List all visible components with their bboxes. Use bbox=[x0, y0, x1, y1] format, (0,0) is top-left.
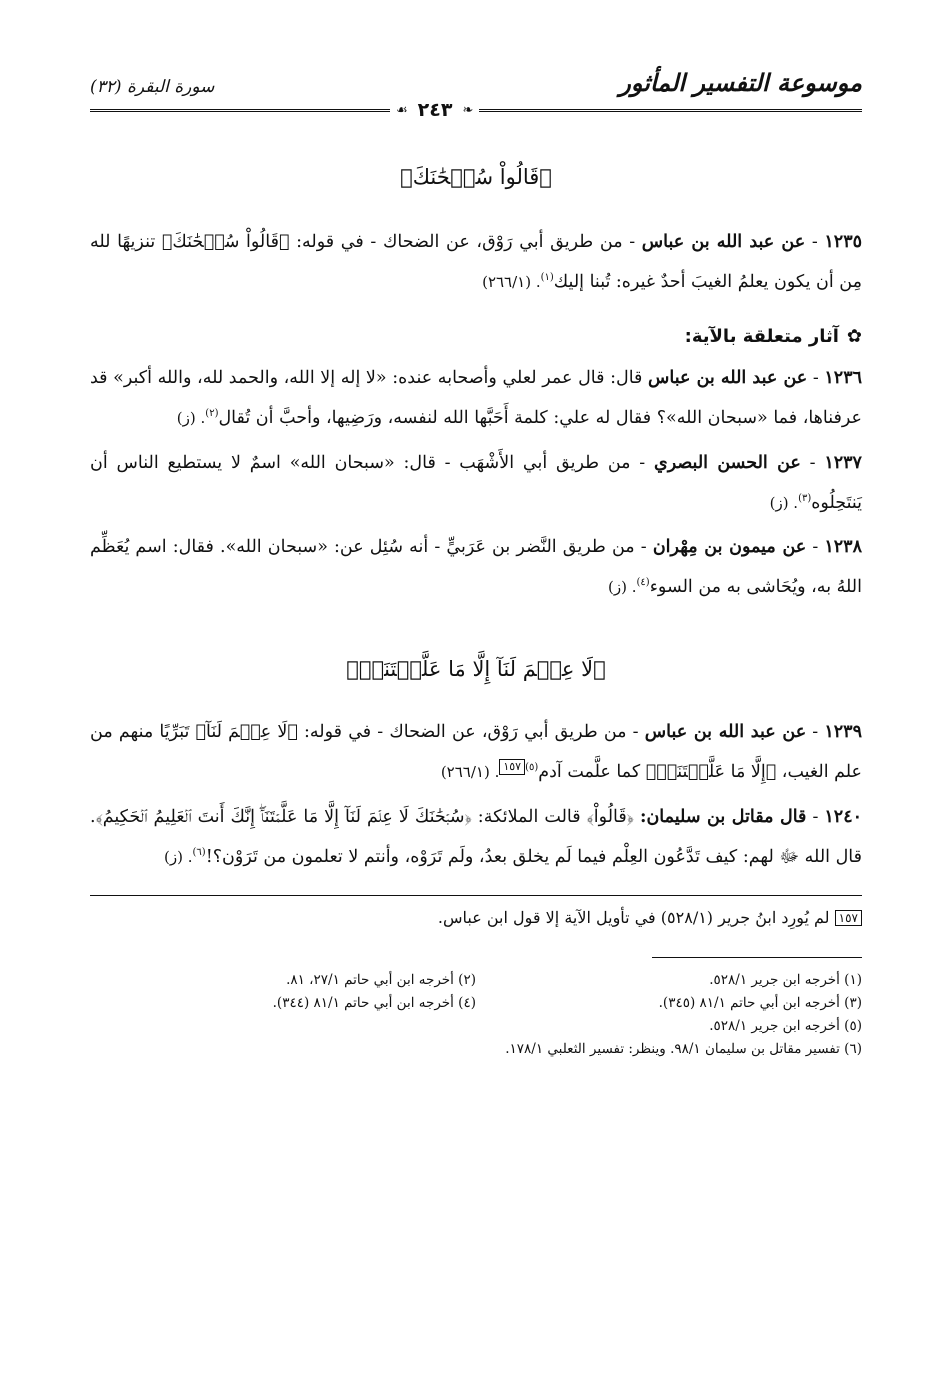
book-title: موسوعة التفسير المأثور bbox=[619, 68, 862, 97]
reference: . (ز) bbox=[176, 408, 206, 427]
footnote-4: (٤) أخرجه ابن أبي حاتم ٨١/١ (٣٤٤). bbox=[272, 994, 476, 1011]
surah-label: سورة البقرة (٣٢) bbox=[90, 77, 215, 97]
narration-text: - من طريق أبي الأَشْهَب - قال: «سبحان الله» اسمٌ لا يستطيع الناس أن يَنتَحِلُوه bbox=[90, 452, 862, 513]
narration-1239: ١٢٣٩ - عن عبد الله بن عباس - من طريق أبي رَوْق، عن الضحاك - في قوله: ﴿لَا عِلۡمَ لَنَآ﴾ تَبَرِّيًا منهم من علم الغيب، ﴿إِلَّا مَا عَلَّمۡتَنَآۖ﴾ كما علَّمت آدم$^{(٥)}$١٥٧. (٢٦٦/١) bbox=[90, 722, 862, 783]
reference: . (٢٦٦/١) bbox=[440, 763, 500, 782]
narrator: قال مقاتل بن سليمان: bbox=[639, 807, 807, 828]
reference: . (٢٦٦/١) bbox=[482, 272, 541, 291]
narration-1236: ١٢٣٦ - عن عبد الله بن عباس قال: قال عمر لعلي وأصحابه عنده: «لا إله إلا الله، والحمد لله، والله أكبر» قد عرفناها، فما «سبحان الله»؟ فقال له علي: كلمة أَحَبَّها الله لنفسه، ورَضِيها، وأحبَّ أن تُقال$^{(٢)}$. (ز) bbox=[90, 367, 862, 428]
narration-number: ١٢٣٩ bbox=[824, 722, 862, 743]
narration-number: ١٢٣٨ bbox=[824, 537, 862, 558]
editor-note bbox=[90, 895, 862, 927]
narration-1237: ١٢٣٧ - عن الحسن البصري - من طريق أبي الأَشْهَب - قال: «سبحان الله» اسمٌ لا يستطيع الناس أن يَنتَحِلُوه$^{(٣)}$. (ز) bbox=[90, 452, 862, 513]
header-rule-right bbox=[479, 109, 862, 112]
editor-note-number: ١٥٧ bbox=[835, 910, 862, 926]
narrator: عن عبد الله بن عباس bbox=[648, 367, 808, 388]
narration-number: ١٢٤٠ bbox=[824, 807, 863, 828]
narration-1238: ١٢٣٨ - عن ميمون بن مِهْران - من طريق النَّضر بن عَرَبيٍّ - أنه سُئِل عن: «سبحان الله». فقال: اسم يُعَظِّم اللهُ به، ويُحَاشى به من السوء$^{(٤)}$. (ز) bbox=[90, 537, 862, 598]
footnote-marker[interactable]: (٤) bbox=[636, 577, 650, 589]
narration-number: ١٢٣٧ bbox=[824, 452, 862, 473]
verse-heading-1: ﴿قَالُواْ سُبۡحَٰنَكَ﴾ bbox=[400, 165, 552, 189]
footnote-marker[interactable]: (٥) bbox=[525, 762, 539, 774]
footnote-1: (١) أخرجه ابن جرير ٥٢٨/١. bbox=[709, 971, 862, 988]
reference: . (ز) bbox=[608, 578, 637, 597]
narration-1235: ١٢٣٥ - عن عبد الله بن عباس - من طريق أبي رَوْق، عن الضحاك - في قوله: ﴿قَالُواْ سُبۡحَٰنَكَ﴾ تنزيهًا لله مِن أن يكون يعلمُ الغيبَ أحدٌ غيره: تُبنا إليك$^{(١)}$. (٢٦٦/١) bbox=[90, 232, 862, 292]
footnote-marker[interactable]: (٣) bbox=[798, 492, 812, 504]
page-header bbox=[90, 55, 862, 97]
footnote-3: (٣) أخرجه ابن أبي حاتم ٨١/١ (٣٤٥). bbox=[658, 994, 862, 1011]
footnote-6: (٦) تفسير مقاتل بن سليمان ٩٨/١. وينظر: تفسير الثعلبي ١٧٨/١. bbox=[505, 1040, 862, 1057]
editor-note-text: لم يُورِد ابنُ جرير (٥٢٨/١) في تأويل الآية إلا قول ابن عباس. bbox=[437, 907, 830, 927]
page-number: ٢٤٣ bbox=[417, 99, 453, 121]
ornament-icon: ☙ bbox=[396, 102, 408, 118]
narration-text: قال: قال عمر لعلي وأصحابه عنده: «لا إله إلا الله، والحمد لله، والله أكبر» قد عرفناها، فما «سبحان الله»؟ فقال له علي: كلمة أَحَبَّها الله لنفسه، ورَضِيها، وأحبَّ أن تُقال bbox=[90, 367, 862, 428]
verse-heading-2: ﴿لَا عِلۡمَ لَنَآ إِلَّا مَا عَلَّمۡتَنَآۖ﴾ bbox=[346, 657, 606, 682]
ornament-icon: ❧ bbox=[462, 102, 474, 118]
footnote-5: (٥) أخرجه ابن جرير ٥٢٨/١. bbox=[709, 1017, 862, 1034]
footnotes bbox=[90, 972, 862, 1057]
narration-number: ١٢٣٥ bbox=[824, 232, 862, 252]
narrator: عن ميمون بن مِهْران bbox=[652, 537, 807, 558]
narrator: عن عبد الله بن عباس bbox=[644, 722, 807, 743]
footnote-marker[interactable]: (٦) bbox=[192, 847, 206, 859]
footnote-2: (٢) أخرجه ابن أبي حاتم ٢٧/١، ٨١. bbox=[286, 971, 476, 988]
section-heading bbox=[90, 326, 862, 347]
flower-icon: ✿ bbox=[846, 325, 862, 347]
narrator: عن عبد الله بن عباس bbox=[641, 232, 806, 252]
section-title: آثار متعلقة بالآية: bbox=[684, 325, 839, 347]
footnote-marker[interactable]: (١) bbox=[540, 272, 554, 283]
header-rule-left bbox=[90, 109, 390, 112]
reference: . (ز) bbox=[164, 847, 193, 866]
narration-text: - من طريق النَّضر بن عَرَبيٍّ - أنه سُئِل عن: «سبحان الله». فقال: اسم يُعَظِّم اللهُ به، ويُحَاشى به من السوء bbox=[90, 537, 862, 598]
narration-1240: ١٢٤٠ - قال مقاتل بن سليمان: ﴿قَالُواْ﴾ قالت الملائكة: ﴿سُبۡحَٰنَكَ لَا عِلۡمَ لَنَآ إِلَّا مَا عَلَّمۡتَنَآۖ إِنَّكَ أَنتَ ٱلۡعَلِيمُ ٱلۡحَكِيمُ﴾. قال الله ﷻ لهم: كيف تَدَّعُون العِلْم فيما لَم يخلق بعدُ، ولَم تَرَوْه، وأنتم لا تعلمون من تَرَوْن؟!$^{(٦)}$. (ز) bbox=[90, 807, 863, 867]
reference: . (ز) bbox=[769, 493, 799, 512]
narration-text: - من طريق أبي رَوْق، عن الضحاك - في قوله: ﴿قَالُواْ سُبۡحَٰنَكَ﴾ تنزيهًا لله مِن أن يكون يعلمُ الغيبَ أحدٌ غيره: تُبنا إليك bbox=[90, 232, 862, 292]
narration-text: ﴿قَالُواْ﴾ قالت الملائكة: ﴿سُبۡحَٰنَكَ لَا عِلۡمَ لَنَآ إِلَّا مَا عَلَّمۡتَنَآۖ إِنَّكَ أَنتَ ٱلۡعَلِيمُ ٱلۡحَكِيمُ﴾. قال الله ﷻ لهم: كيف تَدَّعُون العِلْم فيما لَم يخلق بعدُ، ولَم تَرَوْه، وأنتم لا تعلمون من تَرَوْن؟! bbox=[90, 807, 862, 867]
footnote-marker[interactable]: (٢) bbox=[205, 407, 219, 419]
page bbox=[90, 55, 862, 1057]
header-rule bbox=[90, 99, 862, 121]
footnote-rule bbox=[652, 957, 862, 958]
narration-text: - من طريق أبي رَوْق، عن الضحاك - في قوله: ﴿لَا عِلۡمَ لَنَآ﴾ تَبَرِّيًا منهم من علم الغيب، ﴿إِلَّا مَا عَلَّمۡتَنَآۖ﴾ كما علَّمت آدم bbox=[90, 722, 862, 783]
narrator: عن الحسن البصري bbox=[654, 452, 801, 473]
editor-note-marker[interactable]: ١٥٧ bbox=[499, 759, 525, 775]
narration-number: ١٢٣٦ bbox=[824, 367, 862, 388]
